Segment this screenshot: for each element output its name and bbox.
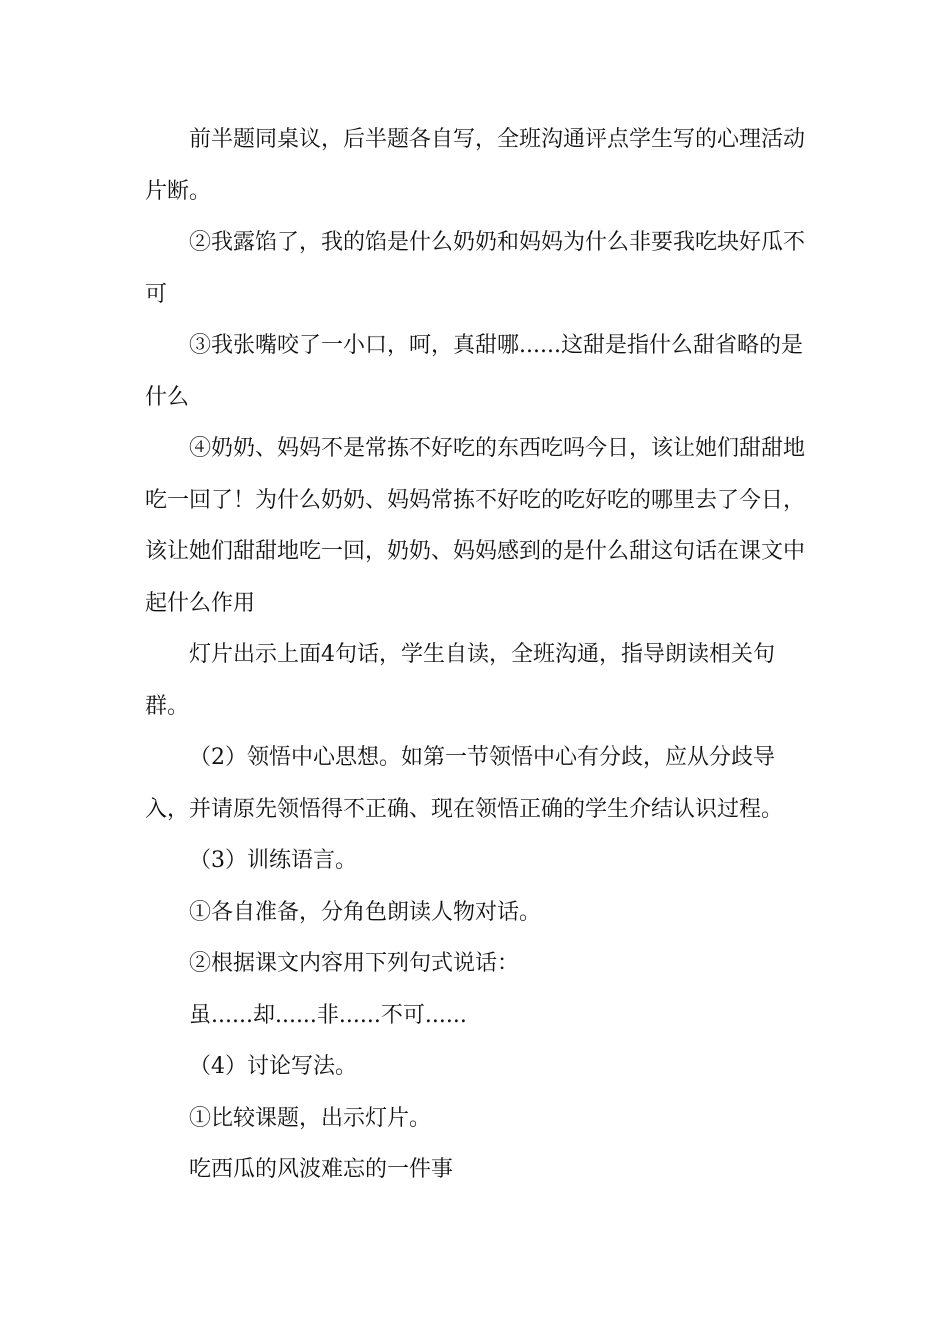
paragraph-central-idea: （2）领悟中心思想。如第一节领悟中心有分歧，应从分歧导入，并请原先领悟得不正确、现在领悟正确的学生介结认识过程。 <box>145 745 784 822</box>
paragraph-sentence-pattern: 虽......却......非......不可...... <box>189 1002 467 1028</box>
paragraph-question-3: ③我张嘴咬了一小口，呵，真甜哪......这甜是指什么甜省略的是什么 <box>145 333 803 410</box>
document-body <box>145 114 807 1196</box>
paragraph-question-2: ②我露馅了，我的馅是什么奶奶和妈妈为什么非要我吃块好瓜不可 <box>145 230 806 307</box>
paragraph-titles: 吃西瓜的风波难忘的一件事 <box>189 1157 454 1182</box>
paragraph-language-training-heading: （3）训练语言。 <box>189 848 357 873</box>
paragraph-slide-reading: 灯片出示上面4句话，学生自读，全班沟通，指导朗读相关句群。 <box>145 642 775 719</box>
paragraph-role-reading: ①各自准备，分角色朗读人物对话。 <box>189 899 542 925</box>
paragraph-compare-titles: ①比较课题，出示灯片。 <box>189 1105 432 1131</box>
paragraph-question-4: ④奶奶、妈妈不是常拣不好吃的东西吃吗今日，该让她们甜甜地吃一回了！为什么奶奶、妈妈常拣不好吃的吃好吃的哪里去了今日，该让她们甜甜地吃一回，奶奶、妈妈感到的是什么甜这句话在课文中起什么作用 <box>145 436 806 616</box>
paragraph-writing-discussion-heading: （4）讨论写法。 <box>189 1054 357 1079</box>
paragraph-sentence-pattern-intro: ②根据课文内容用下列句式说话： <box>189 951 520 976</box>
paragraph-discussion-method: 前半题同桌议，后半题各自写，全班沟通评点学生写的心理活动片断。 <box>145 127 806 204</box>
